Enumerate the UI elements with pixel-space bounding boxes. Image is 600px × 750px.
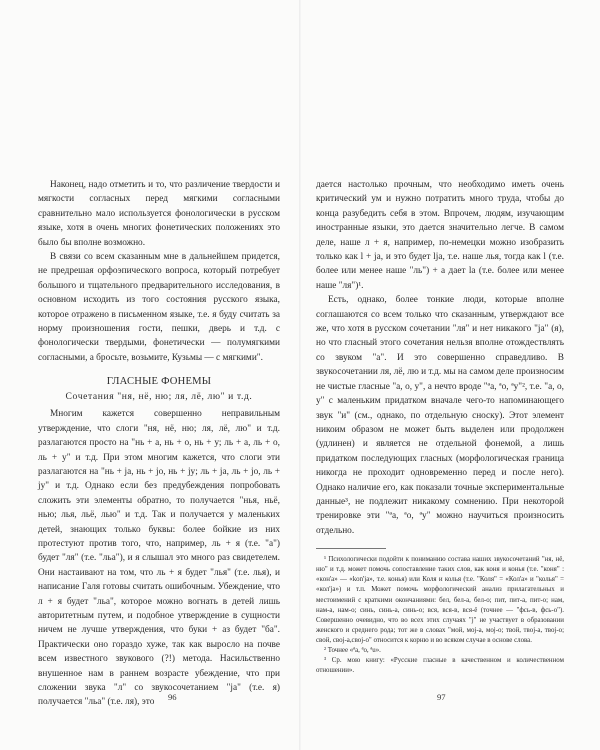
paragraph: Многим кажется совершенно неправильным утверждение, что слоги "ня, нё, ню; ля, лё, лю" и т.д. разлагаются просто на "нь + а, нь + о, нь + у; ль + а, ль + о, ль + у" и т.д. При этом многим кажется, что слоги эти разлагаются на "нь + ja, нь + jo, нь + jy; ль + ja, ль + jo, ль + jy" и т.д. Однако если без предубеждения попробовать сложить эти элементы обратно, то получается "нья, ньё, нью; лья, льё, лью" и т.д. Так и получается у маленьких детей, знающих только буквы: более бойкие из них протестуют против того, что, например, ль + я (т.е. "а") будет "ля" (т.е. "льа"), и я слышал это много раз свидетелем. Они настаивают на том, что ль + я будет "лья" (т.е. лья), и написание Галя готовы считать ошибочным. Убеждение, что л + я будет "льа", которое можно вогнать в детей лишь авторитетным путем, и подобное утверждение в сущности ничем не лучше утверждения, что буки + аз будет "ба". Практически оно гораздо хуже, так как выросло на почве всем известного звукового (?!) метода. Насильственно внушенное нам в раннем возрасте убеждение, что при сложении звука "л" со звукосочетанием "ja" (т.е. я) получается "льа" (т.е. ля), это bbox=[38, 409, 280, 708]
footnote-divider bbox=[316, 548, 386, 549]
right-page bbox=[300, 0, 600, 750]
left-page-text-column bbox=[38, 178, 280, 710]
page-number: 97 bbox=[437, 692, 446, 702]
page-number: 96 bbox=[168, 692, 177, 702]
footnote: ³ Ср. мою книгу: «Русские гласные в качественном и количественном отношении». bbox=[316, 657, 564, 675]
footnote: ¹ Психологически подойти к пониманию состава наших звукосочетаний "ня, нё, ню" и т.д. может помочь сопоставление таких слов, как коня и конья (т.е. "коня" : «кoн'a» — «kon'ja», т.е. конья) или Коля и колья (т.е. "Коля" = «Кол'a» и "колья" = «кол'ja») и т.п. Может помочь морфологический анализ прилагательных и местоимений с краткими окончаниями: бел, бел-а, бел-о; пит, пит-а, пит-о; нам, нам-а, нам-о; синь, синь-а, синь-о; вся, вся-в, вся-ё (точнее — "фсь-в, фсь-о"). Совершенно очевидно, что во всех этих случаях "j" не участвует в образовании женского и среднего рода; тот же в словах "мой, мoj-а, моj-о; твой, твој-а, твој-о; свой, своj-а,своj-о" относится к корню и во всяком случае в основе слова. bbox=[316, 556, 564, 644]
paragraph: Наконец, надо отметить и то, что различение твердости и мягкости согласных перед мягкими согласными сравнительно мало используется фонологически в русском языке, хотя в очень многих фонетических положениях это было бы вполне возможно. bbox=[38, 180, 280, 248]
paragraph: Есть, однако, более тонкие люди, которые вполне соглашаются со всем только что сказанным, утверждают все же, что хотя в русском сочетании "ля" и нет никакого "ja" (я), но что гласный этого сочетания нельзя вполне отождествлять со звуком "а". И это совершенно справедливо. В звукосочетании ля, лё, лю и т.д. мы на самом деле произносим не чистые гласные "а, о, у", а нечто вроде "ªа, ªо, ªу"², т.е. "а, о, у" с маленьким придатком вначале чего-то напоминающего звук "и" (см., однако, по отдельную сноску). Этот элемент никоим образом не может быть выделен или продолжен (удлинен) и является не отдельной фонемой, а лишь придатком последующих гласных (морфологическая граница никогда не проходит одновременно перед и после него). Однако наличие его, как показали точные экспериментальные данные³, не подлежит никакому сомнению. При некоторой тренировке эти "ªа, ªо, ªу" можно научиться произносить отдельно. bbox=[316, 295, 564, 536]
paragraph: дается настолько прочным, что необходимо иметь очень критический ум и нужно потратить много труда, чтобы до конца разубедить себя в этом. Впрочем, людям, изучающим иностранные языки, это дается значительно легче. В самом деле, наше л + я, например, по-немецки можно изобразить только как l + ja, и это будет lja, т.е. наше лья, тогда как l (т.е. более или менее наше "ль") + a дает la (т.е. более или менее наше "ля")¹. bbox=[316, 180, 564, 291]
section-subheading: Сочетания "ня, нё, ню; ля, лё, лю" и т.д. bbox=[65, 391, 253, 403]
paragraph: В связи со всем сказанным мне в дальнейшем придется, не предрешая орфоэпического вопроса, который потребует большого и тщательного предварительного исследования, в основном исходить из того состояния русского языка, которое отражено в письменном языке, т.е. я буду считать за норму произношения гости, пешки, дверь и т.д. с фонологически твердыми, фонетически — полумягкими согласными, а бросьте, возьмите, Кузьмы — с мягкими". bbox=[38, 252, 280, 363]
right-page-text-column bbox=[316, 178, 564, 676]
footnote: ² Точнее «ªа, ªо, ªu». bbox=[324, 647, 381, 654]
footnotes bbox=[316, 548, 564, 676]
section-heading: ГЛАСНЫЕ ФОНЕМЫ bbox=[106, 376, 212, 388]
